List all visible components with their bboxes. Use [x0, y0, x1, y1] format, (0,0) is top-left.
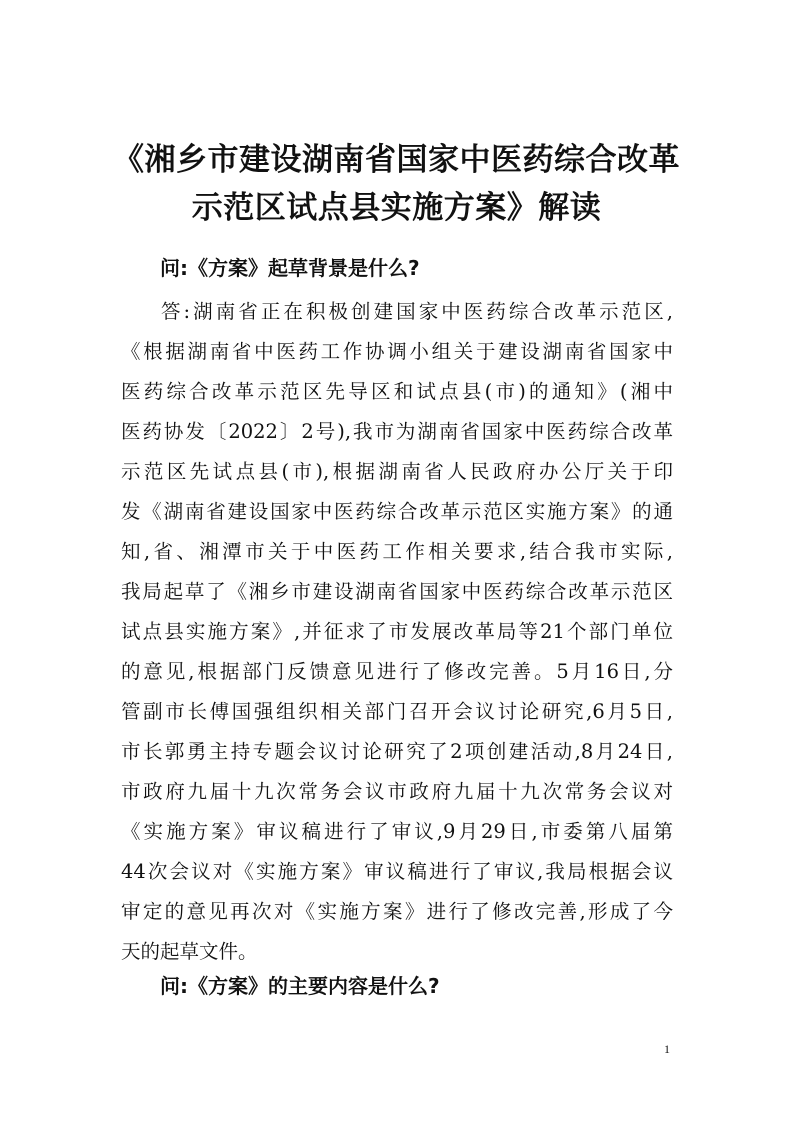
title-line-1: 《湘乡市建设湖南省国家中医药综合改革: [113, 142, 680, 178]
question-heading-1: 问:《方案》起草背景是什么?: [160, 256, 420, 280]
page-number: 1: [664, 1042, 670, 1056]
answer-line: 市长郭勇主持专题会议讨论研究了2项创建活动,8月24日,: [121, 740, 673, 763]
answer-line: 管副市长傅国强组织相关部门召开会议讨论研究,6月5日,: [121, 700, 673, 723]
answer-line: 医药综合改革示范区先导区和试点县(市)的通知》(湘中: [121, 380, 673, 403]
answer-line: 审定的意见再次对《实施方案》进行了修改完善,形成了今: [121, 900, 673, 923]
answer-line: 知,省、湘潭市关于中医药工作相关要求,结合我市实际,: [121, 540, 673, 563]
answer-line: 试点县实施方案》,并征求了市发展改革局等21个部门单位: [121, 620, 673, 643]
question-heading-2: 问:《方案》的主要内容是什么?: [160, 974, 440, 998]
answer-line: 医药协发〔2022〕2号),我市为湖南省国家中医药综合改革: [121, 420, 673, 443]
answer-line: 的意见,根据部门反馈意见进行了修改完善。5月16日,分: [121, 660, 673, 683]
document-title: [0, 136, 793, 232]
answer-line: 44次会议对《实施方案》审议稿进行了审议,我局根据会议: [121, 860, 673, 883]
answer-line: 示范区先试点县(市),根据湖南省人民政府办公厅关于印: [121, 460, 673, 483]
answer-line: 发《湖南省建设国家中医药综合改革示范区实施方案》的通: [121, 500, 673, 523]
answer-line: 我局起草了《湘乡市建设湖南省国家中医药综合改革示范区: [121, 580, 673, 603]
answer-line: 天的起草文件。: [121, 940, 258, 963]
answer-line: 《根据湖南省中医药工作协调小组关于建设湖南省国家中: [121, 340, 673, 363]
title-line-2: 示范区试点县实施方案》解读: [191, 190, 602, 226]
answer-line: 市政府九届十九次常务会议市政府九届十九次常务会议对: [121, 780, 673, 803]
answer-line: 答:湖南省正在积极创建国家中医药综合改革示范区,: [161, 300, 673, 323]
answer-paragraph-1: [121, 292, 673, 972]
answer-line: 《实施方案》审议稿进行了审议,9月29日,市委第八届第: [121, 820, 673, 843]
